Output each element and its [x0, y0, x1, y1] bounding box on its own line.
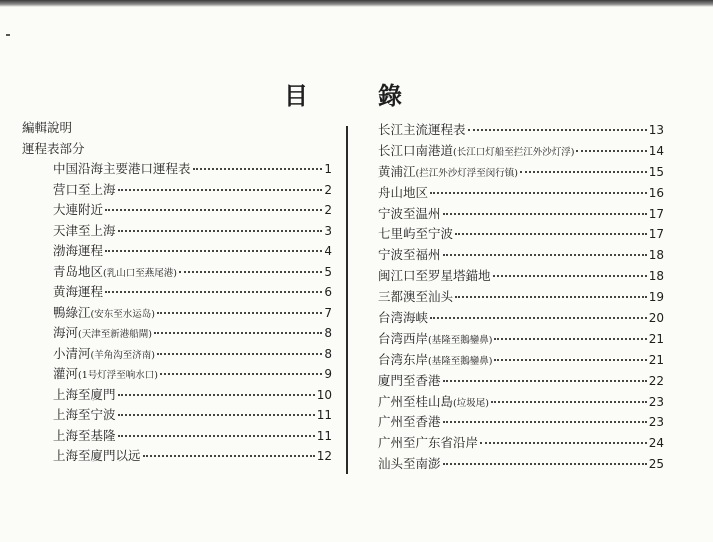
- dot-leader: [154, 320, 322, 334]
- dot-leader: [480, 430, 647, 444]
- toc-entry-title: 灌河: [53, 366, 79, 381]
- dot-leader: [468, 117, 647, 131]
- toc-right-column: [378, 120, 664, 475]
- toc-entry-title: 廈門至香港: [378, 372, 441, 388]
- toc-entry-subtitle: (羊角沟至济南): [90, 349, 155, 361]
- toc-entry-title: 黄浦江: [378, 163, 416, 179]
- toc-page-number: 25: [648, 457, 664, 472]
- toc-page-number: 11: [316, 428, 332, 443]
- toc-page-number: 15: [648, 164, 664, 179]
- toc-entry-title: 长江主流運程表: [378, 122, 466, 137]
- toc-page-number: 1: [324, 162, 332, 176]
- dot-leader: [443, 242, 647, 256]
- dot-leader: [455, 284, 647, 298]
- toc-page-number: 7: [324, 305, 332, 320]
- toc-page-number: 3: [324, 223, 332, 238]
- toc-entry-title: 鴨綠江: [53, 304, 91, 320]
- toc-entry-title: 上海至宁波: [53, 407, 116, 422]
- toc-entry-title: 广州至桂山島: [378, 393, 454, 409]
- toc-page-number: 17: [648, 206, 664, 221]
- toc-entry-title: 渤海運程: [53, 243, 104, 258]
- toc-page-number: 24: [648, 436, 664, 451]
- toc-entry-title: 广州至广东省沿岸: [378, 435, 479, 451]
- toc-entry-subtitle: (拦江外沙灯浮至闵行镇): [415, 167, 518, 179]
- toc-page-number: 10: [316, 387, 332, 402]
- toc-entry-title: 小清河: [53, 345, 91, 361]
- toc-entry-subtitle: (安东至水运岛): [90, 308, 155, 320]
- toc-page-number: 2: [324, 203, 332, 217]
- toc-entry-subtitle: (1号灯浮至响水口): [78, 370, 158, 381]
- toc-entry-title: 海河: [53, 325, 79, 340]
- toc-entry-title: 广州至香港: [378, 414, 441, 430]
- toc-entry-title: 宁波至温州: [378, 205, 441, 221]
- toc-page-number: 14: [648, 143, 664, 158]
- toc-entry-title: 七里屿至宁波: [378, 226, 454, 242]
- toc-page-number: 21: [648, 331, 664, 346]
- dot-leader: [157, 341, 322, 355]
- toc-page-number: 9: [324, 367, 332, 381]
- dot-leader: [118, 382, 315, 396]
- toc-page-number: 6: [324, 285, 332, 299]
- dot-leader: [455, 221, 647, 235]
- toc-entry-title: 台湾东岸: [378, 351, 429, 367]
- dot-leader: [443, 368, 647, 382]
- toc-entry-subtitle: (天津至新港船閘): [78, 329, 152, 340]
- toc-entry-title: 黄海運程: [53, 284, 104, 299]
- dot-leader: [491, 389, 647, 403]
- toc-entry-title: 台湾西岸: [378, 330, 429, 346]
- dot-leader: [118, 402, 315, 416]
- section-heading-editorial[interactable]: 編輯說明: [22, 120, 73, 135]
- dot-leader: [430, 305, 647, 319]
- toc-page-number: 18: [648, 269, 664, 284]
- toc-page-number: 2: [324, 182, 332, 197]
- toc-page-number: 12: [316, 449, 332, 463]
- toc-left-column: [22, 118, 332, 467]
- dot-leader: [118, 177, 323, 191]
- dot-leader: [494, 347, 646, 361]
- toc-page-number: 23: [648, 415, 664, 430]
- toc-entry-title: 天津至上海: [53, 222, 116, 238]
- page-title: [0, 76, 713, 110]
- toc-page-number: 23: [648, 394, 664, 409]
- toc-entry-subtitle: (长江口灯船至拦江外沙灯浮): [453, 146, 575, 158]
- toc-entry-title: 汕头至南澎: [378, 456, 441, 472]
- toc-entry-subtitle: (乳山口至燕尾港): [103, 267, 177, 279]
- column-divider: [346, 126, 348, 474]
- dot-leader: [105, 279, 322, 293]
- toc-entry-title: 上海至廈門: [53, 386, 116, 402]
- dot-leader: [443, 201, 647, 215]
- dot-leader: [157, 300, 322, 314]
- toc-entry-title: 中国沿海主要港口運程表: [53, 161, 191, 176]
- toc-entry-title: 大連附近: [53, 202, 104, 217]
- toc-entry[interactable]: [378, 454, 664, 475]
- toc-page-number: 18: [648, 248, 664, 263]
- toc-entry-subtitle: (基隆至鵝鑾鼻): [428, 355, 493, 367]
- dot-leader: [105, 238, 322, 252]
- toc-page-number: 22: [648, 373, 664, 388]
- dot-leader: [493, 263, 647, 277]
- dot-leader: [576, 138, 646, 152]
- toc-entry-title: 闽江口至罗星塔錨地: [378, 268, 491, 284]
- section-heading-schedules[interactable]: 運程表部分: [22, 140, 85, 156]
- toc-page-number: 21: [648, 352, 664, 367]
- dot-leader: [143, 443, 315, 457]
- dot-leader: [443, 451, 647, 465]
- dot-leader: [520, 159, 647, 173]
- toc-entry-title: 宁波至福州: [378, 247, 441, 263]
- title-char-2: 錄: [378, 81, 402, 110]
- dot-leader: [160, 361, 322, 375]
- scan-top-edge: [0, 0, 713, 7]
- toc-page-number: 8: [324, 346, 332, 361]
- toc-page-number: 16: [648, 185, 664, 200]
- toc-page-number: 20: [648, 311, 664, 326]
- toc-page-number: 17: [648, 227, 664, 242]
- toc-page-number: 8: [324, 326, 332, 340]
- dot-leader: [105, 197, 322, 211]
- toc-entry-title: 长江口南港道: [378, 142, 454, 158]
- toc-entry-title: 上海至基隆: [53, 427, 116, 443]
- toc-entry-title: 台湾海峡: [378, 310, 429, 326]
- dot-leader: [430, 180, 647, 194]
- toc-entry-title: 舟山地区: [378, 184, 429, 200]
- title-char-1: 目: [284, 81, 308, 110]
- toc-page-number: 19: [648, 290, 664, 305]
- dot-leader: [494, 326, 646, 340]
- toc-page-number: 4: [324, 244, 332, 258]
- toc-entry-title: 营口至上海: [53, 181, 116, 197]
- toc-page-number: 5: [324, 264, 332, 279]
- toc-entry-subtitle: (垃圾尾): [453, 397, 489, 409]
- dot-leader: [193, 156, 323, 170]
- toc-page-number: 11: [316, 408, 332, 422]
- toc-page-number: 13: [648, 123, 664, 137]
- toc-entry[interactable]: [22, 446, 332, 467]
- dot-leader: [118, 423, 315, 437]
- toc-entry-title: 上海至廈門以远: [53, 448, 141, 463]
- toc-entry-subtitle: (基隆至鵝鑾鼻): [428, 334, 493, 346]
- dot-leader: [179, 259, 322, 273]
- dot-leader: [443, 409, 647, 423]
- dot-leader: [118, 218, 323, 232]
- toc-entry-title: 青岛地区: [53, 263, 104, 279]
- scan-speck: [6, 34, 10, 36]
- toc-entry-title: 三都澳至汕头: [378, 289, 454, 305]
